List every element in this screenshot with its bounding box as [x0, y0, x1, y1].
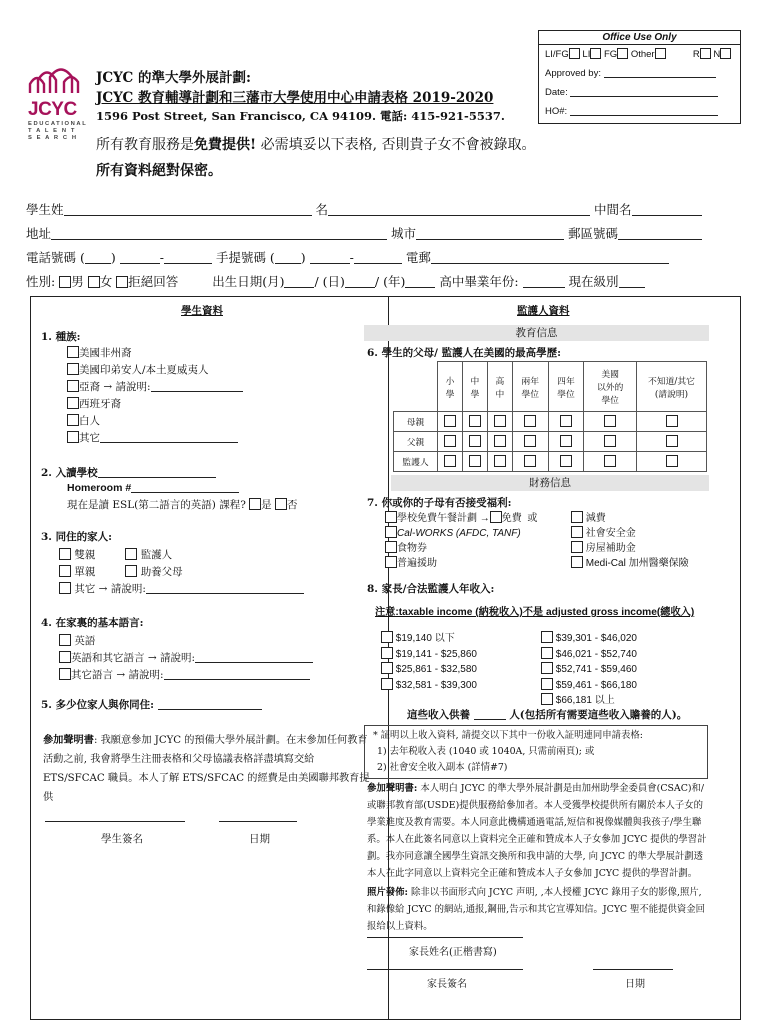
income-7-row	[541, 662, 637, 678]
lang-mixed-checkbox[interactable]	[59, 651, 71, 663]
family-single-checkbox[interactable]	[59, 565, 71, 577]
edu-checkbox[interactable]	[666, 455, 678, 467]
race-1-label: 美國非州裔	[79, 347, 132, 359]
edu-corner	[394, 362, 438, 412]
edu-checkbox[interactable]	[604, 435, 616, 447]
logo-sub-3: S E A R C H	[28, 135, 78, 141]
income-3-checkbox[interactable]	[381, 662, 393, 674]
welfare-ss-row	[571, 526, 689, 541]
decline-label: 拒絕回答	[128, 274, 179, 289]
grade-label: 現在級別	[568, 274, 619, 289]
race-option-6	[67, 430, 243, 447]
office-fg-label: FG	[603, 49, 618, 60]
name-row	[26, 200, 742, 218]
student-signature-label: 學生簽名	[101, 833, 143, 845]
proof-line-1: * 証明以上收入資料, 請提交以下其中一份收入証明連同申請表格:	[373, 730, 643, 741]
student-consent-label: 參加聲明書	[43, 734, 94, 746]
city-field[interactable]	[416, 228, 564, 240]
address-field[interactable]	[51, 228, 387, 240]
phone-row: 電話號碼 ( ) - 手提號碼 ( ) - 電郵	[26, 248, 742, 266]
cell-label: 手提號碼 (	[215, 250, 275, 265]
parent-signature-line[interactable]	[367, 969, 523, 970]
race-3-label: 亞裔 → 請說明:	[79, 381, 151, 393]
lang-row-1	[59, 633, 313, 650]
race-6-label: 其它	[79, 432, 100, 444]
edu-cell	[438, 412, 463, 432]
email-field[interactable]	[431, 252, 669, 264]
income-4-checkbox[interactable]	[381, 678, 393, 690]
family-both-label: 雙親	[74, 549, 96, 561]
welfare-housing-label: 房屋補助金	[585, 543, 636, 554]
notice-1b: 免費提供!	[194, 137, 257, 153]
middle-name-label: 中間名	[594, 202, 632, 217]
lang-other-checkbox[interactable]	[59, 668, 71, 680]
edu-cell	[584, 452, 637, 472]
welfare-medical-row	[571, 556, 689, 571]
edu-checkbox[interactable]	[666, 415, 678, 427]
edu-checkbox[interactable]	[494, 435, 506, 447]
address-label: 地址	[26, 226, 52, 241]
proof-line-3: 2) 社會安全收入副本 (詳情#7)	[377, 762, 508, 773]
language-question: 4. 在家裏的基本語言:	[41, 617, 144, 629]
welfare-lunch-checkbox[interactable]	[385, 511, 397, 523]
edu-row-label-father: 父親	[394, 432, 438, 452]
income-6-label: $46,021 - $52,740	[555, 648, 637, 660]
family-guardian-checkbox[interactable]	[125, 548, 137, 560]
welfare-general-row	[385, 556, 537, 571]
edu-cell	[512, 452, 548, 472]
edu-question: 6. 學生的父母/ 監護人在美國的最高學歷:	[367, 347, 561, 359]
notice-1c: 必需填妥以下表格, 否則貴子女不會被錄取。	[256, 137, 536, 153]
edu-cell	[512, 412, 548, 432]
welfare-free-checkbox[interactable]	[490, 511, 502, 523]
school-label: 2. 入讀學校	[41, 467, 98, 479]
office-use-title: Office Use Only	[539, 31, 740, 45]
income-4-label: $32,581 - $39,300	[395, 679, 477, 691]
lang-mixed-label: 英語和其它語言 → 請說明:	[71, 652, 196, 664]
esl-yes-label: 是	[261, 499, 272, 511]
family-foster-label: 助養父母	[140, 566, 183, 578]
esl-label: 現在是讀 ESL(第二語言的英語) 課程?	[67, 499, 246, 511]
education-table	[393, 361, 707, 472]
race-option-5	[67, 413, 243, 430]
welfare-housing-row	[571, 541, 689, 556]
student-date-line[interactable]	[219, 821, 297, 822]
race-question: 1. 種族:	[41, 331, 81, 343]
household-field[interactable]	[158, 698, 262, 710]
gender-male-checkbox[interactable]	[59, 276, 71, 288]
edu-cell	[462, 452, 487, 472]
welfare-lunch-row	[385, 511, 537, 526]
edu-cell	[637, 452, 707, 472]
cell-number-field[interactable]	[354, 252, 402, 264]
edu-checkbox[interactable]	[560, 455, 572, 467]
parent-date-label: 日期	[625, 979, 645, 990]
edu-cell	[438, 432, 463, 452]
family-question: 3. 同住的家人:	[41, 531, 112, 543]
race-options	[67, 345, 243, 447]
dob-month-field[interactable]	[284, 276, 314, 288]
office-date-label: Date:	[545, 87, 568, 98]
parent-signature-label: 家長簽名	[427, 979, 467, 990]
school-field[interactable]	[98, 466, 216, 478]
welfare-food-label: 食物券	[397, 543, 427, 554]
lang-other-label: 其它語言 → 請說明:	[71, 669, 164, 681]
lang-row-3	[59, 667, 313, 684]
office-ho-field[interactable]	[570, 104, 718, 116]
income-4-row	[381, 678, 477, 694]
middle-name-field[interactable]	[632, 204, 702, 216]
edu-checkbox[interactable]	[524, 415, 536, 427]
gender-label: 性別:	[26, 274, 56, 289]
edu-cell	[584, 432, 637, 452]
edu-row-label-mother: 母親	[394, 412, 438, 432]
race-4-label: 西班牙裔	[79, 398, 121, 410]
lang-other-field[interactable]	[164, 668, 310, 680]
edu-col-4: 兩年 學位	[512, 362, 548, 412]
edu-checkbox[interactable]	[444, 415, 456, 427]
welfare-free-label: 免費	[501, 513, 522, 524]
edu-cell	[548, 452, 584, 472]
guardian-info-title: 監護人資料	[517, 305, 570, 317]
income-left	[381, 631, 477, 693]
income-8-row	[541, 678, 637, 694]
welfare-food-row	[385, 541, 537, 556]
welfare-reduced-row	[571, 511, 689, 526]
office-ho-row	[539, 102, 740, 121]
office-approved-row	[539, 64, 740, 83]
welfare-calworks-row	[385, 526, 537, 541]
welfare-ss-checkbox[interactable]	[571, 526, 583, 538]
student-info-title: 學生資料	[181, 305, 223, 317]
edu-cell	[584, 412, 637, 432]
race-5-label: 白人	[79, 415, 100, 427]
edu-checkbox[interactable]	[666, 435, 678, 447]
edu-row-mother	[394, 412, 707, 432]
parent-name-line[interactable]	[367, 937, 523, 938]
welfare-left	[385, 511, 537, 571]
welfare-ss-label: 社會安全金	[585, 528, 636, 539]
edu-cell	[462, 432, 487, 452]
parent-name-label: 家長姓名(正楷書寫)	[409, 947, 497, 958]
notice-line-1	[96, 134, 536, 154]
dob-year-label: / (年)	[374, 274, 406, 289]
photo-release-text: 除非以书面形式向 JCYC 声明, ,本人授權 JCYC 錄用子女的影像,照片,和錄像給 JCYC 的網站,通报,鋼冊,告示和其它宣導知信。JCYC 聖不能提供資金回报给以上資料。	[367, 887, 706, 932]
edu-checkbox[interactable]	[469, 435, 481, 447]
family-other-checkbox[interactable]	[59, 582, 71, 594]
edu-cell	[487, 412, 512, 432]
welfare-general-checkbox[interactable]	[385, 556, 397, 568]
parent-consent	[367, 780, 707, 882]
phone-prefix-field[interactable]	[120, 252, 160, 264]
grad-year-label: 高中畢業年份:	[439, 274, 519, 289]
income-9-label: $66,181 以上	[555, 695, 615, 706]
office-n-label: N	[713, 49, 721, 60]
edu-col-3: 高 中	[487, 362, 512, 412]
esl-no-label: 否	[287, 499, 298, 511]
language-options	[59, 633, 313, 684]
lang-row-2	[59, 650, 313, 667]
office-date-field[interactable]	[570, 85, 718, 97]
edu-checkbox[interactable]	[524, 435, 536, 447]
race-4-checkbox[interactable]	[67, 397, 79, 409]
edu-checkbox[interactable]	[494, 415, 506, 427]
lang-english-checkbox[interactable]	[59, 634, 71, 646]
office-lifg-checkbox[interactable]	[569, 48, 580, 59]
info-panel	[30, 296, 741, 1020]
office-fg-checkbox[interactable]	[617, 48, 628, 59]
race-2-checkbox[interactable]	[67, 363, 79, 375]
logo-arches-icon	[28, 66, 80, 94]
homeroom-row	[67, 481, 239, 494]
edu-checkbox[interactable]	[494, 455, 506, 467]
dob-day-field[interactable]	[345, 276, 375, 288]
welfare-lunch-label: 學校免費午餐計劃 →	[397, 513, 490, 524]
proof-box	[364, 725, 708, 779]
first-name-label: 名	[315, 202, 329, 217]
income-note: 注意:taxable income (納稅收入)不是 adjusted gross income(總收入)	[375, 607, 695, 618]
family-options	[59, 547, 304, 598]
income-right	[541, 631, 637, 709]
edu-header-row	[394, 362, 707, 412]
form-address: 1596 Post Street, San Francisco, CA 94109. 電話: 415-921-5537.	[96, 109, 505, 123]
parent-consent-text: 本人明白 JCYC 的準大學外展計劃是由加州助學金委員會(CSAC)和/或聯邦教育部(USDE)提供服務給參加者。本人受獲學校提供所有關於本人子女的學業進度及教育需要。本人同意此機構通過電話,短信和視像媒體與我孩子/學生聯系。本人在此簽名同意以上資料完全正確和贊成本人子女參加 JCYC 提供的學習計劃。我亦同意讓全國學生資訊交換所和我申請的大學, 向 JCYC 的準大學展計劃透本人在此字同意以上資料完全正確和贊成本人子女參加 JCYC 提供的學習計劃。	[367, 783, 707, 879]
income-3-row	[381, 662, 477, 678]
office-approved-label: Approved by:	[545, 68, 601, 79]
edu-cell	[438, 452, 463, 472]
dob-year-field[interactable]	[405, 276, 435, 288]
edu-col-1: 小 學	[438, 362, 463, 412]
office-date-row	[539, 83, 740, 102]
race-1-checkbox[interactable]	[67, 346, 79, 358]
office-li-checkbox[interactable]	[590, 48, 601, 59]
income-1-checkbox[interactable]	[381, 631, 393, 643]
race-option-2	[67, 362, 243, 379]
office-n-checkbox[interactable]	[720, 48, 731, 59]
income-6-row	[541, 647, 637, 663]
photo-release	[367, 884, 707, 935]
income-5-label: $39,301 - $46,020	[555, 633, 637, 644]
edu-cell	[637, 412, 707, 432]
welfare-reduced-checkbox[interactable]	[571, 511, 583, 523]
welfare-reduced-label: 減費	[585, 513, 606, 524]
office-ho-label: HO#:	[545, 106, 568, 117]
dob-day-label: / (日)	[314, 274, 345, 289]
income-1-row	[381, 631, 477, 647]
form-title-2: JCYC 教育輔導計劃和三藩市大學使用中心申請表格 2019-2020	[96, 90, 494, 106]
household-question	[41, 697, 262, 712]
race-3-checkbox[interactable]	[67, 380, 79, 392]
office-r-checkbox[interactable]	[700, 48, 711, 59]
edu-cell	[512, 432, 548, 452]
welfare-right	[571, 511, 689, 571]
race-option-3	[67, 379, 243, 396]
finance-header: 財務信息	[391, 475, 709, 491]
income-2-checkbox[interactable]	[381, 647, 393, 659]
household-label: 5. 多少位家人與你同住:	[41, 699, 154, 711]
edu-col-7: 不知道/其它 (請說明)	[637, 362, 707, 412]
family-foster-checkbox[interactable]	[125, 565, 137, 577]
grade-field[interactable]	[619, 276, 645, 288]
family-guardian-label: 監護人	[140, 549, 173, 561]
student-consent-text: : 我願意參加 JCYC 的預備大學外展計劃。在末參加任何教育活動之前, 我會將學生注冊表格和父母協議表格詳盡填寫交給 ETS/SFCAC 職員。本人了解 ETS/SFCAC 的經費是由美國聯邦教育提供	[43, 735, 370, 803]
race-6-checkbox[interactable]	[67, 431, 79, 443]
income-7-checkbox[interactable]	[541, 662, 553, 674]
family-row-3	[59, 581, 304, 598]
edu-checkbox[interactable]	[469, 455, 481, 467]
last-name-field[interactable]	[64, 204, 312, 216]
parent-consent-label: 參加聲明書:	[367, 783, 418, 794]
edu-checkbox[interactable]	[444, 455, 456, 467]
logo-sub-1: EDUCATIONAL	[28, 121, 88, 127]
edu-cell	[487, 432, 512, 452]
student-signature-line[interactable]	[45, 821, 185, 822]
city-label: 城市	[391, 226, 417, 241]
parent-date-line[interactable]	[593, 969, 673, 970]
phone-number-field[interactable]	[164, 252, 212, 264]
welfare-medical-checkbox[interactable]	[571, 556, 583, 568]
income-8-checkbox[interactable]	[541, 678, 553, 690]
welfare-general-label: 普遍援助	[397, 558, 437, 569]
edu-col-2: 中 學	[462, 362, 487, 412]
family-row-2	[59, 564, 304, 581]
office-r-label: R	[692, 49, 700, 60]
cell-area-field[interactable]	[275, 252, 301, 264]
welfare-food-checkbox[interactable]	[385, 541, 397, 553]
email-label: 電郵	[405, 250, 431, 265]
family-row-1	[59, 547, 304, 564]
office-lifg-label: LI/FG	[545, 49, 569, 60]
address-row	[26, 224, 742, 242]
gender-female-checkbox[interactable]	[88, 276, 100, 288]
edu-checkbox[interactable]	[604, 455, 616, 467]
edu-cell	[462, 412, 487, 432]
lang-mixed-field[interactable]	[195, 651, 313, 663]
edu-checkbox[interactable]	[604, 415, 616, 427]
zip-label: 郵區號碼	[568, 226, 619, 241]
race-2-label: 美國印弟安人/本土夏威夷人	[79, 364, 209, 376]
income-6-checkbox[interactable]	[541, 647, 553, 659]
edu-row-guardian	[394, 452, 707, 472]
household-support-b: 人(包括所有需要這些收入贍養的人)。	[509, 709, 688, 721]
welfare-medical-label: Medi-Cal 加州醫藥保險	[585, 558, 689, 569]
income-8-label: $59,461 - $66,180	[555, 679, 637, 691]
homeroom-field[interactable]	[131, 481, 239, 493]
edu-checkbox[interactable]	[560, 435, 572, 447]
family-single-label: 單親	[74, 566, 96, 578]
edu-header: 教育信息	[364, 325, 709, 341]
edu-checkbox[interactable]	[469, 415, 481, 427]
last-name-label: 學生姓	[26, 202, 64, 217]
zip-field[interactable]	[618, 228, 702, 240]
edu-col-5: 四年 學位	[548, 362, 584, 412]
edu-col-6: 美國 以外的 學位	[584, 362, 637, 412]
household-support-a: 這些收入供養	[407, 709, 470, 721]
edu-cell	[487, 452, 512, 472]
gender-row	[26, 272, 742, 290]
homeroom-label: Homeroom #	[67, 482, 132, 494]
esl-row	[67, 497, 298, 512]
race-5-checkbox[interactable]	[67, 414, 79, 426]
family-both-checkbox[interactable]	[59, 548, 71, 560]
logo-word: JCYC	[28, 99, 77, 120]
household-support-field[interactable]	[474, 708, 506, 720]
logo-sub-2: T A L E N T	[28, 128, 76, 134]
gender-decline-checkbox[interactable]	[116, 276, 128, 288]
office-approved-field[interactable]	[604, 66, 716, 78]
school-question	[41, 465, 216, 480]
race-option-4	[67, 396, 243, 413]
form-title-1: JCYC 的準大學外展計劃:	[96, 70, 251, 86]
edu-cell	[548, 432, 584, 452]
income-9-checkbox[interactable]	[541, 693, 553, 705]
office-use-box	[538, 30, 741, 124]
phone-area-field[interactable]	[85, 252, 111, 264]
household-support-row	[407, 707, 687, 722]
edu-cell	[548, 412, 584, 432]
first-name-field[interactable]	[328, 204, 590, 216]
office-other-label: Other	[630, 49, 655, 60]
income-question: 8. 家長/合法監護人年收入:	[367, 583, 495, 595]
income-1-label: $19,140 以下	[395, 633, 455, 644]
income-2-label: $19,141 - $25,860	[395, 648, 477, 660]
welfare-housing-checkbox[interactable]	[571, 541, 583, 553]
edu-checkbox[interactable]	[560, 415, 572, 427]
family-other-field[interactable]	[146, 582, 304, 594]
student-date-label: 日期	[249, 833, 270, 845]
race-other-field[interactable]	[100, 431, 238, 443]
race-option-1	[67, 345, 243, 362]
dob-label: 出生日期(月)	[212, 274, 285, 289]
male-label: 男	[71, 274, 84, 289]
income-2-row	[381, 647, 477, 663]
welfare-question: 7. 你或你的子母有否接受福利:	[367, 497, 512, 509]
notice-1a: 所有教育服務是	[96, 137, 194, 153]
phone-label: 電話號碼 (	[26, 250, 85, 265]
office-checks-row	[539, 45, 740, 64]
welfare-calworks-label: Cal-WORKS (AFDC, TANF)	[397, 528, 521, 539]
income-5-checkbox[interactable]	[541, 631, 553, 643]
office-other-checkbox[interactable]	[655, 48, 666, 59]
cell-prefix-field[interactable]	[310, 252, 350, 264]
student-consent	[43, 731, 371, 807]
office-li-label: LI	[582, 49, 591, 60]
esl-yes-checkbox[interactable]	[249, 498, 261, 510]
lang-english-label: 英語	[74, 635, 96, 647]
edu-row-label-guardian: 監護人	[394, 452, 438, 472]
edu-cell	[637, 432, 707, 452]
family-other-label: 其它 → 請說明:	[74, 583, 146, 595]
income-5-row	[541, 631, 637, 647]
female-label: 女	[99, 274, 113, 289]
edu-row-father	[394, 432, 707, 452]
edu-checkbox[interactable]	[444, 435, 456, 447]
notice-line-2: 所有資料絕對保密。	[96, 163, 222, 179]
photo-release-label: 照片發佈:	[367, 887, 408, 898]
income-7-label: $52,741 - $59,460	[555, 664, 637, 675]
grad-year-field[interactable]	[523, 276, 565, 288]
edu-checkbox[interactable]	[524, 455, 536, 467]
jcyc-logo	[28, 66, 88, 142]
welfare-calworks-checkbox[interactable]	[385, 526, 397, 538]
welfare-or-label: 或	[527, 513, 538, 524]
proof-line-2: 1) 去年税收入表 (1040 或 1040A, 只需前兩頁); 或	[377, 746, 595, 757]
income-3-label: $25,861 - $32,580	[395, 664, 477, 675]
race-asian-field[interactable]	[151, 380, 243, 392]
esl-no-checkbox[interactable]	[275, 498, 287, 510]
